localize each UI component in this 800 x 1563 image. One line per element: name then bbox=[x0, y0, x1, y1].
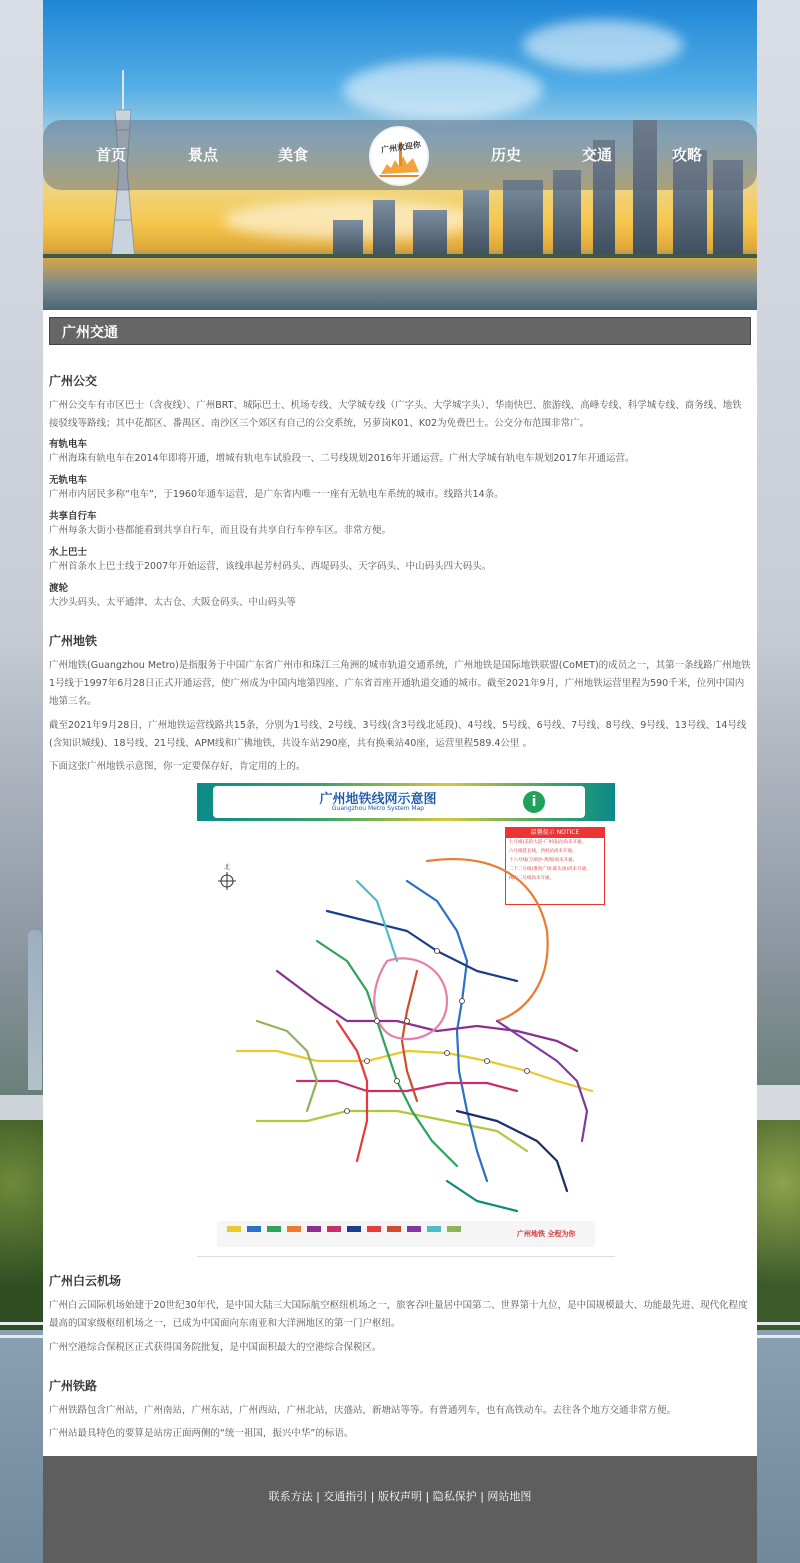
trolleybus-text: 广州市内居民多称“电车”，于1960年通车运营，是广东省内唯一一座有无轨电车系统的城市。线路共14条。 bbox=[49, 489, 504, 500]
metro-map-header bbox=[197, 783, 615, 821]
footer-links bbox=[43, 1488, 757, 1504]
metro-paragraph-1: 广州地铁(Guangzhou Metro)是指服务于中国广东省广州市和珠江三角洲的城市轨道交通系统，广州地铁是国际地铁联盟(CoMET)的成员之一，其第一条线路广州地铁1号线于1997年6月28日正式开通运营，使广州成为中国内地第四座、广东省首座开通轨道交通的城市。截至2021年9月，广州地铁运营里程为590千米，位列中国内地第三名。 bbox=[49, 660, 751, 707]
main-nav bbox=[43, 120, 757, 190]
section-title: 广州交通 bbox=[62, 325, 118, 341]
section-title-bar bbox=[49, 317, 751, 345]
background-tower bbox=[28, 930, 42, 1090]
legend-swatch bbox=[247, 1226, 261, 1232]
waterbus-text: 广州首条水上巴士线于2007年开始运营，该线串起芳村码头、西堤码头、天字码头、中山码头四大码头。 bbox=[49, 561, 492, 572]
metro-lines-diagram bbox=[197, 821, 615, 1221]
background-railing bbox=[756, 1322, 800, 1338]
logo-text: 广州欢迎你 bbox=[380, 140, 422, 155]
airport-paragraph-1: 广州白云国际机场始建于20世纪30年代，是中国大陆三大国际航空枢纽机场之一，旅客吞吐量居中国第二、世界第十九位，是中国规模最大、功能最先进、现代化程度最高的国家级枢纽机场之一，已成为中国面向东南亚和大洋洲地区的第一门户枢纽。 bbox=[49, 1300, 748, 1329]
legend-swatch bbox=[387, 1226, 401, 1232]
svg-text:北: 北 bbox=[223, 864, 231, 871]
tram-title: 有轨电车 bbox=[49, 439, 88, 450]
metro-heading: 广州地铁 bbox=[49, 634, 98, 648]
legend-swatch bbox=[287, 1226, 301, 1232]
rail-paragraph-1: 广州铁路包含广州站，广州南站，广州东站，广州西站，广州北站，庆盛站，新塘站等等。有普通列车，也有高铁动车。去往各个地方交通非常方便。 bbox=[49, 1405, 677, 1416]
rail-paragraph-2: 广州站最具特色的要算是站房正面两侧的“统一祖国，振兴中华”的标语。 bbox=[49, 1428, 354, 1439]
background-railing bbox=[0, 1322, 44, 1338]
legend-swatch bbox=[367, 1226, 381, 1232]
legend-swatch bbox=[427, 1226, 441, 1232]
footer-link-copyright[interactable]: 版权声明 bbox=[378, 1490, 422, 1503]
info-icon: i bbox=[523, 791, 545, 813]
metro-map-subtitle: Guangzhou Metro System Map bbox=[331, 805, 425, 812]
footer-separator: | bbox=[422, 1490, 433, 1503]
notice-line: 六号线延长线，西村站尚未开通。 bbox=[509, 849, 577, 854]
river bbox=[43, 258, 757, 310]
rail-heading: 广州铁路 bbox=[49, 1379, 98, 1393]
bus-intro: 广州公交车有市区巴士（含夜线）、广州BRT、城际巴士、机场专线、大学城专线（广字头、大学城字头）、华南快巴、旅游线、高峰专线、科学城专线、商务线、地铁接驳线等路线；其中花都区、番禺区、南沙区三个郊区有自己的公交系统，另萝岗K01、K02为免费巴士。公交分布范围非常广。 bbox=[49, 400, 742, 429]
header-banner bbox=[43, 0, 757, 310]
site-footer bbox=[43, 1456, 757, 1563]
logo-illustration bbox=[371, 128, 429, 186]
footer-separator: | bbox=[367, 1490, 378, 1503]
notice-line: 七号线(美的大道-广州南站)尚未开通。 bbox=[509, 840, 587, 845]
bike-title: 共享自行车 bbox=[49, 511, 97, 522]
footer-link-directions[interactable]: 交通指引 bbox=[323, 1490, 368, 1503]
footer-link-contact[interactable]: 联系方法 bbox=[268, 1490, 313, 1503]
cloud bbox=[523, 20, 683, 70]
metro-map[interactable] bbox=[197, 783, 615, 1257]
legend-swatch bbox=[307, 1226, 321, 1232]
legend-swatch bbox=[327, 1226, 341, 1232]
nav-transport[interactable]: 交通 bbox=[581, 146, 612, 164]
tram-text: 广州海珠有轨电车在2014年即将开通，增城有轨电车试验段一、二号线规划2016年开通运营。广州大学城有轨电车规划2017年开通运营。 bbox=[49, 453, 635, 464]
metro-paragraph-3: 下面这张广州地铁示意图，你一定要保存好，肯定用的上的。 bbox=[49, 761, 306, 772]
page-container bbox=[43, 0, 757, 1563]
waterbus-title: 水上巴士 bbox=[49, 547, 88, 558]
metro-brand: 广州地铁 全程为你 bbox=[517, 1230, 576, 1238]
metro-paragraph-2: 截至2021年9月28日，广州地铁运营线路共15条，分别为1号线、2号线、3号线(含3号线北延段)、4号线、5号线、6号线、7号线、8号线、9号线、13号线、14号线(含知识城线)、18号线、21号线、APM线和广佛地铁，共设车站290座，共有换乘站40座，运营里程589.4公里 。 bbox=[49, 720, 747, 749]
ferry-title: 渡轮 bbox=[49, 583, 69, 594]
cloud bbox=[343, 60, 543, 120]
legend-swatch bbox=[227, 1226, 241, 1232]
notice-heading: 温馨提示 NOTICE bbox=[506, 828, 604, 838]
airport-heading: 广州白云机场 bbox=[49, 1274, 122, 1288]
notice-line: 佛山二号线尚未开通。 bbox=[509, 876, 554, 881]
airport-paragraph-2: 广州空港综合保税区正式获得国务院批复，是中国面积最大的空港综合保税区。 bbox=[49, 1342, 382, 1353]
nav-food[interactable]: 美食 bbox=[277, 146, 308, 164]
metro-map-title-box bbox=[213, 786, 585, 818]
metro-map-title: 广州地铁线网示意图 bbox=[319, 792, 437, 807]
nav-history[interactable]: 历史 bbox=[490, 146, 521, 164]
site-logo[interactable] bbox=[369, 126, 429, 186]
footer-separator: | bbox=[476, 1490, 488, 1503]
background-trees bbox=[756, 1120, 800, 1330]
nav-attractions[interactable]: 景点 bbox=[187, 146, 218, 164]
trolleybus-title: 无轨电车 bbox=[49, 475, 88, 486]
background-trees bbox=[0, 1120, 44, 1330]
bike-text: 广州每条大街小巷都能看到共享自行车，而且设有共享自行车停车区。非常方便。 bbox=[49, 525, 392, 536]
footer-link-sitemap[interactable]: 网站地图 bbox=[487, 1490, 532, 1503]
legend-swatch bbox=[447, 1226, 461, 1232]
notice-line: 二十二号线(番禺广场-陈头岗)尚未开通。 bbox=[509, 867, 591, 872]
footer-link-privacy[interactable]: 隐私保护 bbox=[432, 1490, 477, 1503]
nav-home[interactable]: 首页 bbox=[95, 146, 126, 164]
notice-line: 十六号线(万顷沙-黄阁)尚未开通。 bbox=[509, 858, 578, 863]
metro-map-legend bbox=[217, 1221, 595, 1247]
legend-swatch bbox=[267, 1226, 281, 1232]
nav-guide[interactable]: 攻略 bbox=[671, 146, 702, 164]
ferry-text: 大沙头码头、太平通津、太古仓、大阪仓码头、中山码头等 bbox=[49, 597, 297, 608]
bus-heading: 广州公交 bbox=[49, 374, 98, 388]
legend-swatch bbox=[347, 1226, 361, 1232]
legend-swatch bbox=[407, 1226, 421, 1232]
footer-separator: | bbox=[312, 1490, 324, 1503]
